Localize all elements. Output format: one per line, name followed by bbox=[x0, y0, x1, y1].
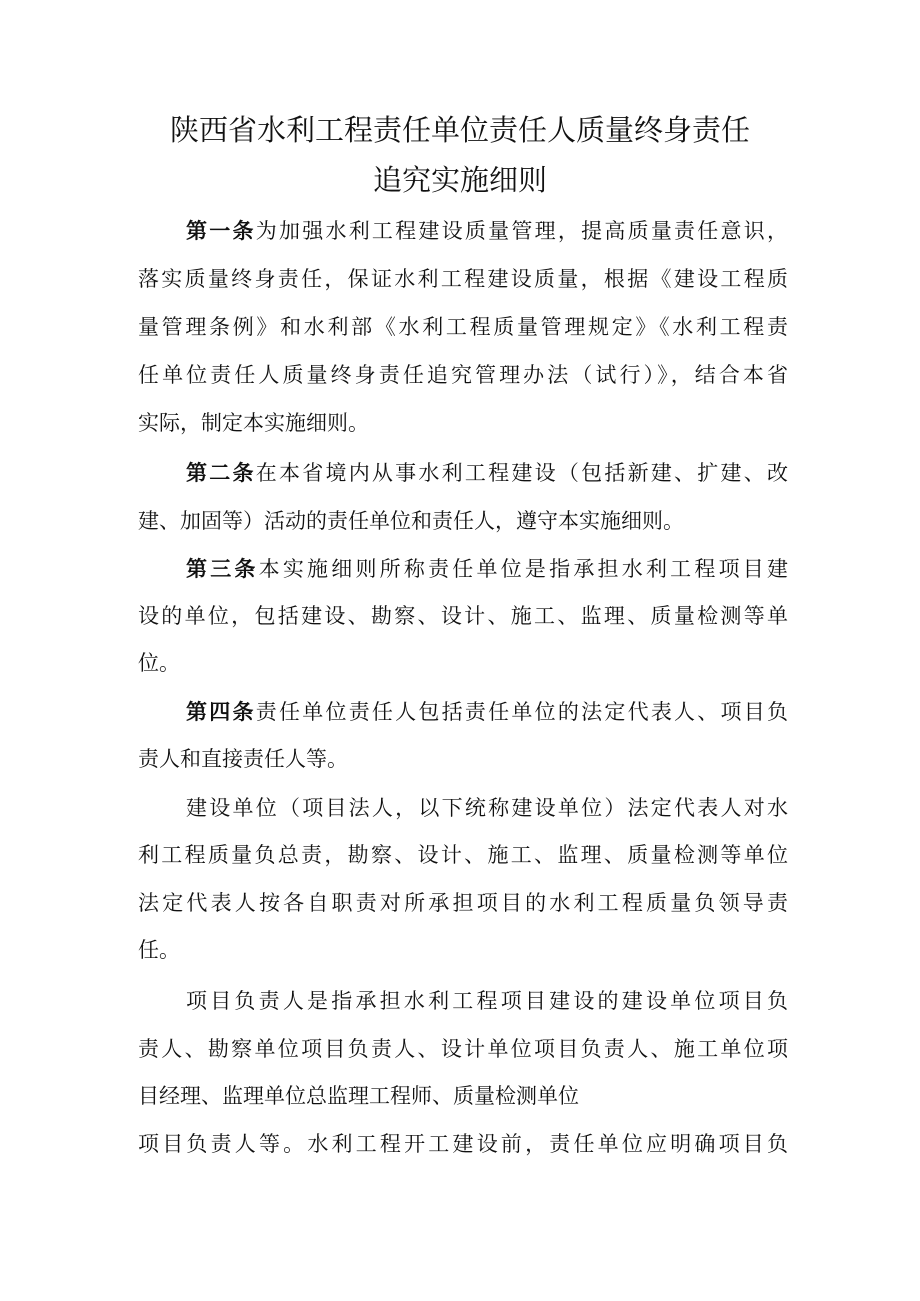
article-1-line-2: 落实质量终身责任，保证水利工程建设质量，根据《建设工程质 bbox=[138, 267, 788, 291]
article-1-line-3: 量管理条例》和水利部《水利工程质量管理规定》《水利工程责 bbox=[138, 315, 788, 339]
article-3-heading: 第三条 bbox=[186, 557, 259, 581]
paragraph-6-line-1: 项目负责人是指承担水利工程项目建设的建设单位项目负 bbox=[186, 989, 788, 1013]
paragraph-5-line-1: 建设单位（项目法人，以下统称建设单位）法定代表人对水 bbox=[186, 796, 788, 820]
article-3-line-2: 设的单位，包括建设、勘察、设计、施工、监理、质量检测等单 bbox=[138, 604, 788, 628]
article-2-line-1 bbox=[186, 458, 788, 488]
article-2-line-2: 建、加固等）活动的责任单位和责任人，遵守本实施细则。 bbox=[138, 509, 684, 533]
article-4-text-1: 责任单位责任人包括责任单位的法定代表人、项目负 bbox=[255, 700, 789, 724]
article-3-line-1 bbox=[186, 554, 788, 584]
paragraph-6-line-4: 项目负责人等。水利工程开工建设前，责任单位应明确项目负 bbox=[138, 1132, 788, 1156]
article-4-line-1 bbox=[186, 697, 788, 727]
document-title-line-2: 追究实施细则 bbox=[372, 163, 547, 197]
paragraph-5-line-3: 法定代表人按各自职责对所承担项目的水利工程质量负领导责 bbox=[138, 891, 788, 915]
article-1-line-5: 实际，制定本实施细则。 bbox=[138, 411, 369, 435]
article-2-text-1: 在本省境内从事水利工程建设（包括新建、扩建、改 bbox=[255, 461, 789, 485]
article-1-line-1 bbox=[186, 216, 788, 246]
article-3-line-3: 位。 bbox=[138, 651, 180, 675]
paragraph-5-line-4: 任。 bbox=[138, 938, 180, 962]
paragraph-6-line-2: 责人、勘察单位项目负责人、设计单位项目负责人、施工单位项 bbox=[138, 1037, 788, 1061]
article-3-text-1: 本实施细则所称责任单位是指承担水利工程项目建 bbox=[258, 557, 788, 581]
article-2-heading: 第二条 bbox=[186, 461, 256, 485]
document-title-line-1: 陕西省水利工程责任单位责任人质量终身责任 bbox=[169, 113, 750, 147]
paragraph-5-line-2: 利工程质量负总责，勘察、设计、施工、监理、质量检测等单位 bbox=[138, 843, 788, 867]
article-1-line-4: 任单位责任人质量终身责任追究管理办法（试行）》，结合本省 bbox=[138, 363, 788, 387]
paragraph-6-line-3: 目经理、监理单位总监理工程师、质量检测单位 bbox=[138, 1084, 579, 1108]
article-4-line-2: 责人和直接责任人等。 bbox=[138, 747, 348, 771]
article-1-text-1: 为加强水利工程建设质量管理，提高质量责任意识， bbox=[255, 219, 789, 243]
article-1-heading: 第一条 bbox=[186, 219, 256, 243]
article-4-heading: 第四条 bbox=[186, 700, 256, 724]
